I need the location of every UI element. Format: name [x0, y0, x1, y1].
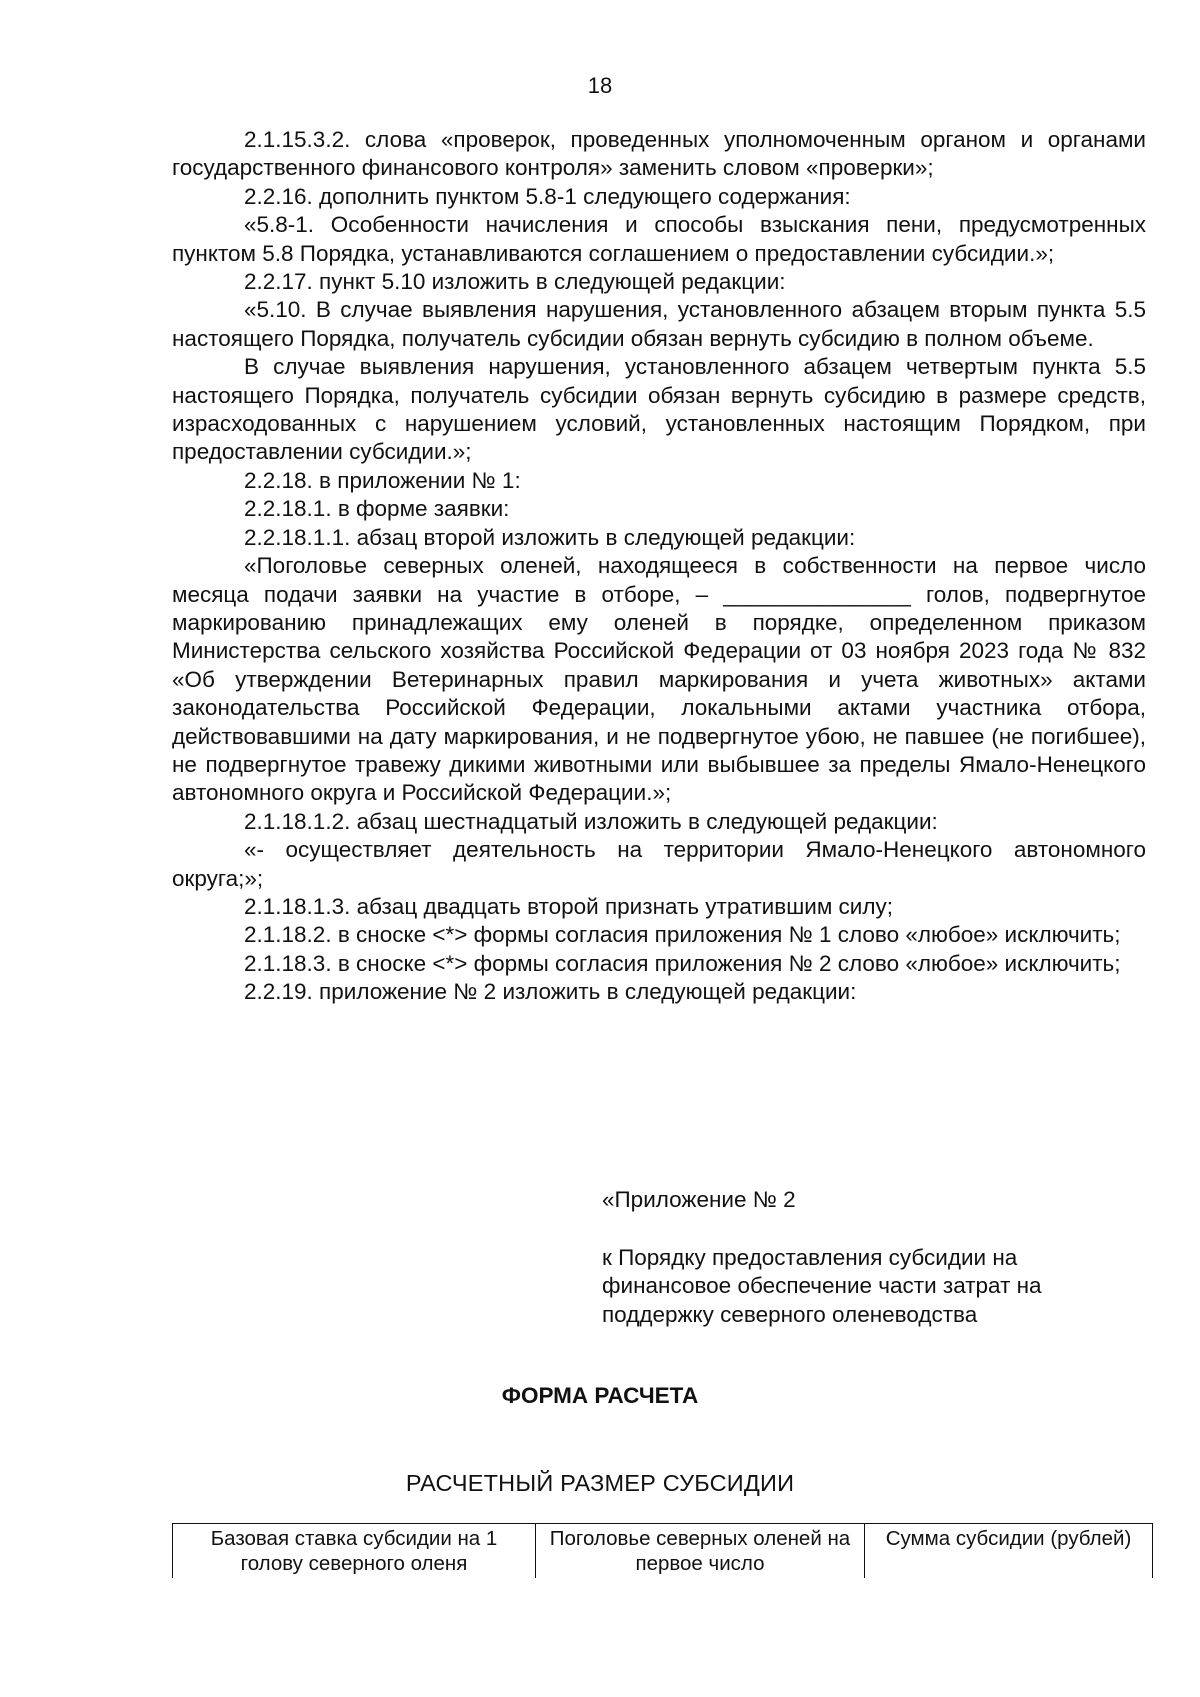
paragraph-2-1-18-1-2: 2.1.18.1.2. абзац шестнадцатый изложить в следующей редакции: [244, 808, 938, 834]
paragraph-2-2-18: 2.2.18. в приложении № 1: [244, 467, 521, 493]
document-body [172, 126, 1146, 1007]
paragraph-livestock-text: «Поголовье северных оленей, находящееся в собственности на первое число месяца подачи заявки на участие в отборе, – _______________ голов, подвергнутое маркированию принадлежащих ему оленей в порядке, определенном приказом Министерства сельского хозяйства Российской Федерации от 03 ноября 2023 года № 832 «Об утверждении Ветеринарных правил маркирования и учета животных» актами законодательства Российской Федерации, локальными актами участника отбора, действовавшими на дату маркирования, и не подвергнутое убою, не павшее (не погибшее), не подвергнутое травежу дикими животными или выбывшее за пределы Ямало-Ненецкого автономного округа и Российской Федерации.»; [172, 553, 1146, 806]
paragraph-2-2-16: 2.2.16. дополнить пунктом 5.8-1 следующего содержания: [244, 183, 851, 209]
paragraph-2-2-19: 2.2.19. приложение № 2 изложить в следующей редакции: [244, 979, 857, 1005]
paragraph-2-2-18-1-1: 2.2.18.1.1. абзац второй изложить в следующей редакции: [244, 524, 856, 550]
paragraph-2-1-18-2: 2.1.18.2. в сноске <*> формы согласия приложения № 1 слово «любое» исключить; [244, 922, 1121, 948]
paragraph-activity-text: «- осуществляет деятельность на территории Ямало-Ненецкого автономного округа;»; [172, 837, 1146, 891]
paragraph-5-10-second: В случае выявления нарушения, установленного абзацем четвертым пункта 5.5 настоящего Порядка, получатель субсидии обязан вернуть субсидию в размере средств, израсходованных с нарушением условий, установленных настоящим Порядком, при предоставлении субсидии.»; [172, 354, 1146, 465]
paragraph-5-8-1-text: «5.8-1. Особенности начисления и способы взыскания пени, предусмотренных пунктом 5.8 Порядка, устанавливаются соглашением о предоставлении субсидии.»; [172, 212, 1146, 266]
appendix-description: к Порядку предоставления субсидии на финансовое обеспечение части затрат на поддержку северного оленеводства [602, 1245, 1042, 1327]
form-heading: ФОРМА РАСЧЕТА [501, 1383, 699, 1408]
subsidy-calculation-table [172, 1523, 1153, 1578]
header-base-rate: Базовая ставка субсидии на 1 голову северного оленя [173, 1524, 536, 1579]
header-livestock-count: Поголовье северных оленей на первое число [536, 1524, 865, 1579]
table-header-row [173, 1524, 1153, 1579]
header-subsidy-amount: Сумма субсидии (рублей) [865, 1524, 1153, 1579]
paragraph-2-2-17: 2.2.17. пункт 5.10 изложить в следующей редакции: [244, 269, 786, 295]
paragraph-5-10-text: «5.10. В случае выявления нарушения, установленного абзацем вторым пункта 5.5 настоящего Порядка, получатель субсидии обязан вернуть субсидию в полном объеме. [172, 297, 1146, 351]
paragraph-2-1-18-3: 2.1.18.3. в сноске <*> формы согласия приложения № 2 слово «любое» исключить; [244, 950, 1121, 976]
page-number: 18 [587, 73, 613, 98]
appendix-title: «Приложение № 2 [602, 1187, 796, 1212]
paragraph-2-1-18-1-3: 2.1.18.1.3. абзац двадцать второй признать утратившим силу; [244, 893, 893, 919]
paragraph-2-2-18-1: 2.2.18.1. в форме заявки: [244, 496, 510, 522]
form-subheading: РАСЧЕТНЫЙ РАЗМЕР СУБСИДИИ [405, 1470, 795, 1496]
paragraph-2-1-15-3-2: 2.1.15.3.2. слова «проверок, проведенных уполномоченным органом и органами государственного финансового контроля» заменить словом «проверки»; [172, 127, 1146, 181]
